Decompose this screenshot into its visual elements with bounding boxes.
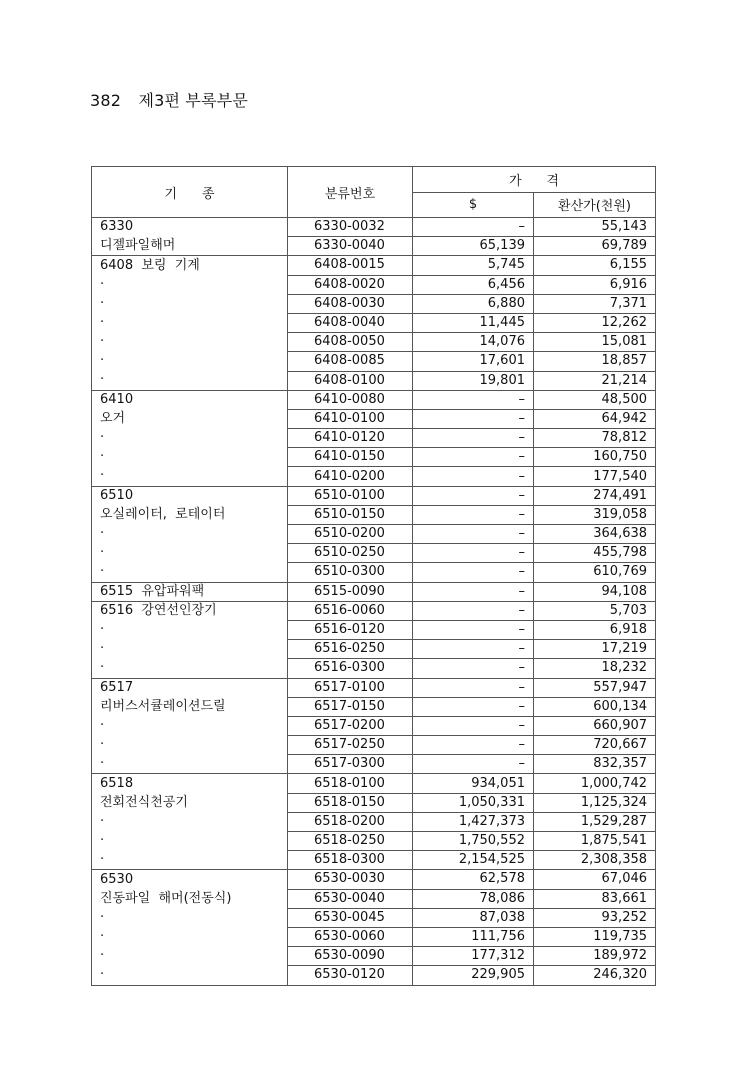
krw-price-cell: 7,371 [534, 294, 656, 313]
code-cell: 6410-0200 [288, 467, 413, 486]
krw-price-cell: 69,789 [534, 237, 656, 256]
model-name-cell: · [92, 659, 288, 678]
model-name-cell: · [92, 832, 288, 851]
table-row [92, 448, 656, 467]
code-cell: 6408-0020 [288, 275, 413, 294]
usd-price-cell: – [413, 390, 534, 409]
usd-price-cell: 65,139 [413, 237, 534, 256]
model-name-cell: 오거 [92, 409, 288, 428]
model-name-cell: 진동파일 해머(전동식) [92, 889, 288, 908]
model-name-cell: 리버스서큘레이션드릴 [92, 697, 288, 716]
krw-price-cell: 364,638 [534, 525, 656, 544]
usd-price-cell: – [413, 563, 534, 582]
usd-price-cell: – [413, 601, 534, 620]
code-cell: 6530-0060 [288, 927, 413, 946]
krw-price-cell: 1,000,742 [534, 774, 656, 793]
header-krw: 환산가(천원) [534, 192, 656, 218]
usd-price-cell: – [413, 659, 534, 678]
usd-price-cell: – [413, 755, 534, 774]
usd-price-cell: 177,312 [413, 947, 534, 966]
model-name-cell: 오실레이터, 로테이터 [92, 505, 288, 524]
krw-price-cell: 1,125,324 [534, 793, 656, 812]
code-cell: 6410-0150 [288, 448, 413, 467]
model-name-cell: 6530 [92, 870, 288, 889]
table-row [92, 812, 656, 831]
krw-price-cell: 15,081 [534, 333, 656, 352]
page-header [90, 88, 248, 111]
code-cell: 6518-0100 [288, 774, 413, 793]
table-row [92, 908, 656, 927]
code-cell: 6517-0300 [288, 755, 413, 774]
table-row [92, 716, 656, 735]
table-row [92, 294, 656, 313]
table-row [92, 237, 656, 256]
krw-price-cell: 12,262 [534, 313, 656, 332]
code-cell: 6408-0085 [288, 352, 413, 371]
krw-price-cell: 5,703 [534, 601, 656, 620]
table-row [92, 851, 656, 870]
code-cell: 6517-0150 [288, 697, 413, 716]
code-cell: 6330-0040 [288, 237, 413, 256]
code-cell: 6518-0200 [288, 812, 413, 831]
usd-price-cell: – [413, 486, 534, 505]
usd-price-cell: – [413, 409, 534, 428]
krw-price-cell: 93,252 [534, 908, 656, 927]
table-row [92, 640, 656, 659]
table-row [92, 467, 656, 486]
model-name-cell: · [92, 966, 288, 985]
table-row [92, 870, 656, 889]
usd-price-cell: 87,038 [413, 908, 534, 927]
table-row [92, 429, 656, 448]
usd-price-cell: 11,445 [413, 313, 534, 332]
code-cell: 6408-0100 [288, 371, 413, 390]
model-name-cell: · [92, 352, 288, 371]
model-name-cell: 6518 [92, 774, 288, 793]
krw-price-cell: 246,320 [534, 966, 656, 985]
model-name-cell: · [92, 467, 288, 486]
code-cell: 6515-0090 [288, 582, 413, 601]
krw-price-cell: 720,667 [534, 736, 656, 755]
table-row [92, 333, 656, 352]
krw-price-cell: 274,491 [534, 486, 656, 505]
usd-price-cell: 2,154,525 [413, 851, 534, 870]
model-name-cell: · [92, 620, 288, 639]
model-name-cell: 6330 [92, 218, 288, 237]
code-cell: 6330-0032 [288, 218, 413, 237]
usd-price-cell: 78,086 [413, 889, 534, 908]
usd-price-cell: – [413, 716, 534, 735]
model-name-cell: · [92, 429, 288, 448]
table-row [92, 563, 656, 582]
code-cell: 6408-0050 [288, 333, 413, 352]
code-cell: 6530-0045 [288, 908, 413, 927]
usd-price-cell: 111,756 [413, 927, 534, 946]
code-cell: 6516-0060 [288, 601, 413, 620]
krw-price-cell: 455,798 [534, 544, 656, 563]
table-row [92, 582, 656, 601]
code-cell: 6530-0030 [288, 870, 413, 889]
code-cell: 6516-0250 [288, 640, 413, 659]
usd-price-cell: – [413, 218, 534, 237]
table-row [92, 927, 656, 946]
usd-price-cell: – [413, 582, 534, 601]
usd-price-cell: 19,801 [413, 371, 534, 390]
model-name-cell: · [92, 448, 288, 467]
usd-price-cell: 62,578 [413, 870, 534, 889]
code-cell: 6408-0015 [288, 256, 413, 275]
model-name-cell: · [92, 812, 288, 831]
code-cell: 6517-0100 [288, 678, 413, 697]
code-cell: 6410-0120 [288, 429, 413, 448]
krw-price-cell: 600,134 [534, 697, 656, 716]
model-name-cell: 6515 유압파워팩 [92, 582, 288, 601]
page-number: 382 [90, 91, 122, 110]
header-usd: $ [413, 192, 534, 218]
model-name-cell: · [92, 927, 288, 946]
krw-price-cell: 18,857 [534, 352, 656, 371]
model-name-cell: · [92, 947, 288, 966]
table-row [92, 947, 656, 966]
code-cell: 6410-0080 [288, 390, 413, 409]
table-row [92, 736, 656, 755]
table-row [92, 544, 656, 563]
usd-price-cell: – [413, 678, 534, 697]
model-name-cell: · [92, 736, 288, 755]
model-name-cell: · [92, 544, 288, 563]
krw-price-cell: 189,972 [534, 947, 656, 966]
model-name-cell: 전회전식천공기 [92, 793, 288, 812]
krw-price-cell: 94,108 [534, 582, 656, 601]
model-name-cell: · [92, 333, 288, 352]
code-cell: 6408-0040 [288, 313, 413, 332]
krw-price-cell: 18,232 [534, 659, 656, 678]
code-cell: 6530-0040 [288, 889, 413, 908]
krw-price-cell: 2,308,358 [534, 851, 656, 870]
table-row [92, 505, 656, 524]
krw-price-cell: 64,942 [534, 409, 656, 428]
krw-price-cell: 17,219 [534, 640, 656, 659]
usd-price-cell: 6,880 [413, 294, 534, 313]
model-name-cell: · [92, 563, 288, 582]
usd-price-cell: – [413, 505, 534, 524]
usd-price-cell: 17,601 [413, 352, 534, 371]
code-cell: 6516-0120 [288, 620, 413, 639]
code-cell: 6510-0150 [288, 505, 413, 524]
model-name-cell: · [92, 313, 288, 332]
table-row [92, 774, 656, 793]
table-row [92, 352, 656, 371]
model-name-cell: · [92, 371, 288, 390]
table-row [92, 525, 656, 544]
code-cell: 6518-0300 [288, 851, 413, 870]
table-row [92, 889, 656, 908]
usd-price-cell: – [413, 697, 534, 716]
krw-price-cell: 55,143 [534, 218, 656, 237]
krw-price-cell: 1,529,287 [534, 812, 656, 831]
krw-price-cell: 6,155 [534, 256, 656, 275]
usd-price-cell: – [413, 525, 534, 544]
table-row [92, 275, 656, 294]
model-name-cell: 6408 보링 기계 [92, 256, 288, 275]
model-name-cell: · [92, 851, 288, 870]
krw-price-cell: 832,357 [534, 755, 656, 774]
krw-price-cell: 119,735 [534, 927, 656, 946]
krw-price-cell: 319,058 [534, 505, 656, 524]
header-code: 분류번호 [288, 167, 413, 218]
krw-price-cell: 177,540 [534, 467, 656, 486]
code-cell: 6510-0100 [288, 486, 413, 505]
code-cell: 6517-0250 [288, 736, 413, 755]
table-row [92, 409, 656, 428]
model-name-cell: 디젤파일해머 [92, 237, 288, 256]
code-cell: 6510-0300 [288, 563, 413, 582]
header-price: 가 격 [413, 167, 656, 193]
model-name-cell: 6510 [92, 486, 288, 505]
table-body [92, 218, 656, 986]
code-cell: 6516-0300 [288, 659, 413, 678]
krw-price-cell: 48,500 [534, 390, 656, 409]
code-cell: 6517-0200 [288, 716, 413, 735]
code-cell: 6410-0100 [288, 409, 413, 428]
section-title: 제3편 부록부문 [138, 91, 249, 110]
krw-price-cell: 557,947 [534, 678, 656, 697]
usd-price-cell: 934,051 [413, 774, 534, 793]
krw-price-cell: 67,046 [534, 870, 656, 889]
model-name-cell: · [92, 640, 288, 659]
table-row [92, 659, 656, 678]
krw-price-cell: 1,875,541 [534, 832, 656, 851]
price-table [91, 166, 656, 986]
table-row [92, 793, 656, 812]
code-cell: 6530-0120 [288, 966, 413, 985]
table-row [92, 371, 656, 390]
code-cell: 6530-0090 [288, 947, 413, 966]
table-row [92, 218, 656, 237]
krw-price-cell: 660,907 [534, 716, 656, 735]
usd-price-cell: – [413, 736, 534, 755]
code-cell: 6518-0250 [288, 832, 413, 851]
table-row [92, 313, 656, 332]
krw-price-cell: 21,214 [534, 371, 656, 390]
usd-price-cell: – [413, 429, 534, 448]
table-row [92, 620, 656, 639]
model-name-cell: · [92, 716, 288, 735]
usd-price-cell: 1,750,552 [413, 832, 534, 851]
usd-price-cell: 14,076 [413, 333, 534, 352]
table-row [92, 755, 656, 774]
usd-price-cell: 229,905 [413, 966, 534, 985]
krw-price-cell: 6,916 [534, 275, 656, 294]
model-name-cell: · [92, 525, 288, 544]
model-name-cell: · [92, 275, 288, 294]
usd-price-cell: 6,456 [413, 275, 534, 294]
table-row [92, 832, 656, 851]
krw-price-cell: 610,769 [534, 563, 656, 582]
usd-price-cell: 1,427,373 [413, 812, 534, 831]
header-model: 기 종 [92, 167, 288, 218]
code-cell: 6510-0200 [288, 525, 413, 544]
table-row [92, 678, 656, 697]
code-cell: 6518-0150 [288, 793, 413, 812]
table-row [92, 697, 656, 716]
krw-price-cell: 6,918 [534, 620, 656, 639]
code-cell: 6510-0250 [288, 544, 413, 563]
model-name-cell: 6410 [92, 390, 288, 409]
model-name-cell: · [92, 908, 288, 927]
table-row [92, 486, 656, 505]
usd-price-cell: – [413, 640, 534, 659]
krw-price-cell: 78,812 [534, 429, 656, 448]
model-name-cell: · [92, 755, 288, 774]
model-name-cell: 6517 [92, 678, 288, 697]
krw-price-cell: 83,661 [534, 889, 656, 908]
usd-price-cell: – [413, 544, 534, 563]
krw-price-cell: 160,750 [534, 448, 656, 467]
table-row [92, 390, 656, 409]
table-row [92, 601, 656, 620]
usd-price-cell: – [413, 467, 534, 486]
model-name-cell: · [92, 294, 288, 313]
usd-price-cell: – [413, 620, 534, 639]
table-row [92, 256, 656, 275]
model-name-cell: 6516 강연선인장기 [92, 601, 288, 620]
usd-price-cell: – [413, 448, 534, 467]
table-row [92, 966, 656, 985]
usd-price-cell: 1,050,331 [413, 793, 534, 812]
code-cell: 6408-0030 [288, 294, 413, 313]
usd-price-cell: 5,745 [413, 256, 534, 275]
